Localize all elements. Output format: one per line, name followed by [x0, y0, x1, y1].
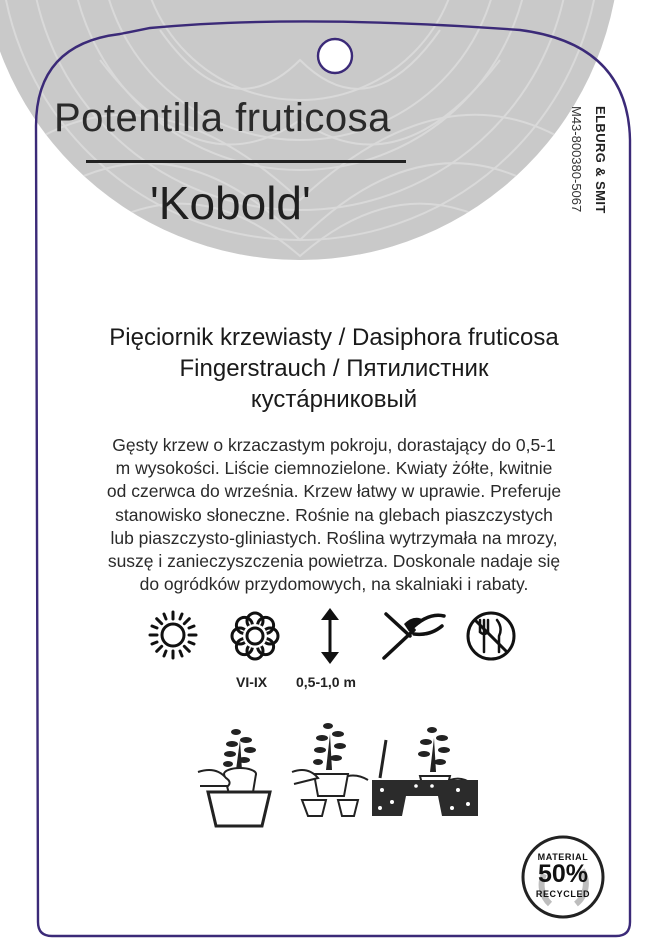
brand-logo — [593, 106, 613, 276]
product-code: M43-800380-5067 — [569, 106, 584, 213]
title-divider — [86, 160, 406, 163]
common-names — [40, 322, 628, 415]
plant-in-soil-illustration — [372, 720, 478, 824]
water-plant-illustration — [288, 716, 372, 820]
pruning-shears-icon — [380, 606, 448, 662]
remove-pot-illustration — [196, 720, 282, 828]
height-caption: 0,5-1,0 m — [296, 674, 356, 690]
not-edible-icon — [465, 610, 517, 662]
recycle-badge — [520, 834, 606, 920]
description-line: lub piaszczysto-gliniastych. Roślina wytrzymała na mrozy, — [110, 527, 558, 548]
common-name-line: кустáрниковый — [250, 386, 418, 413]
sun-icon — [148, 610, 198, 660]
cultivar-name: 'Kobold' — [150, 177, 311, 229]
common-name-line: Fingerstrauch / Пятилистник — [179, 355, 489, 382]
flower-icon — [229, 610, 281, 662]
description-line: suszę i zanieczyszczenia powietrza. Doskonale nadaje się — [107, 551, 561, 572]
description-line: stanowisko słoneczne. Rośnie na glebach piaszczystych — [115, 504, 553, 525]
badge-bottom-text: RECYCLED — [535, 889, 591, 899]
brand-name: ELBURG & SMIT — [593, 106, 608, 214]
hang-hole — [318, 39, 352, 73]
description-line: m wysokości. Liście ciemnozielone. Kwiaty żółte, kwitnie — [115, 458, 553, 479]
description — [58, 434, 610, 596]
description-line: Gęsty krzew o krzaczastym pokroju, dorastający do 0,5-1 — [112, 435, 556, 455]
common-name-line: Pięciornik krzewiasty / Dasiphora fruticosa — [109, 324, 559, 351]
description-line: do ogródków przydomowych, na skalniaki i rabaty. — [139, 574, 529, 595]
flowering-period-caption: VI-IX — [236, 674, 268, 690]
latin-name: Potentilla fruticosa — [54, 96, 391, 140]
height-arrow-icon — [318, 606, 342, 666]
badge-percent: 50% — [537, 860, 589, 888]
description-line: od czerwca do września. Krzew łatwy w uprawie. Preferuje — [106, 481, 562, 502]
badge-top-text: MATERIAL — [537, 852, 589, 862]
